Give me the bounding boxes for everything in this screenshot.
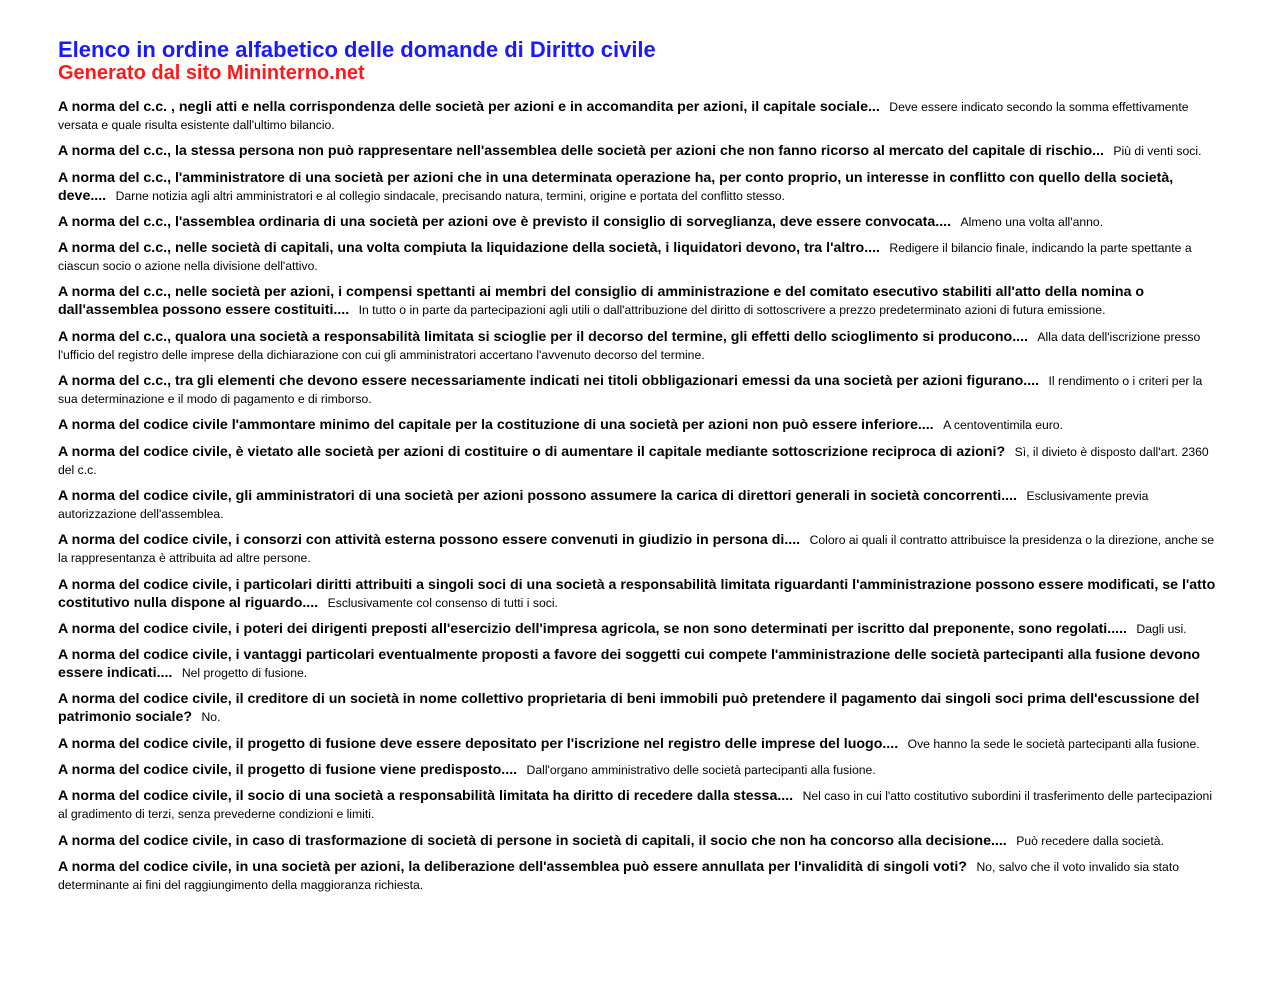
question-text: A norma del c.c., nelle società di capitali, una volta compiuta la liquidazione della società, i liquidatori devono, tra l'altro.... — [58, 240, 880, 257]
page-subtitle: Generato dal sito Mininterno.net — [58, 62, 365, 84]
list-item — [58, 735, 1222, 753]
list-item — [58, 787, 1222, 823]
answer-text: Può recedere dalla società. — [1016, 833, 1164, 848]
question-text: A norma del codice civile l'ammontare minimo del capitale per la costituzione di una società per azioni non può essere inferiore.... — [58, 417, 934, 434]
answer-text: Il rendimento o i criteri per la sua determinazione e il modo di pagamento e di rimborso. — [58, 374, 1203, 407]
list-item — [58, 858, 1222, 894]
question-list — [58, 98, 1222, 894]
answer-text: Esclusivamente previa autorizzazione dell'assemblea. — [58, 488, 1149, 521]
page-title: Elenco in ordine alfabetico delle domande di Diritto civile — [58, 37, 656, 62]
list-item — [58, 213, 1222, 231]
answer-text: A centoventimila euro. — [943, 418, 1063, 433]
answer-text: Nel caso in cui l'atto costitutivo subordini il trasferimento delle partecipazioni al gradimento di terzi, senza prevederne condizioni e limiti. — [58, 789, 1213, 822]
answer-text: Esclusivamente col consenso di tutti i soci. — [327, 595, 558, 610]
question-text: A norma del codice civile, il progetto di fusione viene predisposto.... — [58, 762, 518, 779]
answer-text: Alla data dell'iscrizione presso l'ufficio del registro delle imprese della dichiarazione con cui gli amministratori accertano l'avvenuto decorso del termine. — [58, 329, 1201, 362]
question-text: A norma del codice civile, il socio di una società a responsabilità limitata ha diritto di recedere dalla stessa.... — [58, 788, 794, 805]
list-item — [58, 169, 1222, 205]
answer-text: Deve essere indicato secondo la somma effettivamente versata e quale risulta esistente dall'ultimo bilancio. — [58, 100, 1189, 132]
question-text: A norma del codice civile, i vantaggi particolari eventualmente proposti a favore dei soggetti cui compete l'amministrazione delle società partecipanti alla fusione devono essere indicati.... — [58, 647, 1201, 682]
question-text: A norma del codice civile, è vietato alle società per azioni di costituire o di aumentare il capitale mediante sottoscrizione reciproca di azioni? — [58, 443, 1006, 460]
answer-text: Darne notizia agli altri amministratori e al collegio sindacale, precisando natura, termini, origine e portata del conflitto stesso. — [115, 188, 785, 203]
answer-text: Dall'organo amministrativo delle società partecipanti alla fusione. — [526, 763, 876, 778]
list-item — [58, 761, 1222, 779]
list-item — [58, 416, 1222, 434]
answer-text: Ove hanno la sede le società partecipanti alla fusione. — [907, 736, 1200, 751]
answer-text: Dagli usi. — [1136, 621, 1187, 636]
list-item — [58, 283, 1222, 319]
list-item — [58, 487, 1222, 523]
question-text: A norma del c.c., qualora una società a responsabilità limitata si scioglie per il decorso del termine, gli effetti dello scioglimento si producono.... — [58, 328, 1028, 345]
question-text: A norma del c.c., la stessa persona non può rappresentare nell'assemblea delle società per azioni che non fanno ricorso al mercato del capitale di rischio... — [58, 143, 1104, 160]
list-item — [58, 142, 1222, 160]
list-item — [58, 443, 1222, 479]
list-item — [58, 620, 1222, 638]
question-text: A norma del codice civile, i particolari diritti attribuiti a singoli soci di una società a responsabilità limitata riguardanti l'amministrazione possono essere modificati, se l'atto costitutivo nulla dispone al riguardo.... — [58, 576, 1216, 611]
question-text: A norma del codice civile, in caso di trasformazione di società di persone in società di capitali, il socio che non ha concorso alla decisione.... — [58, 832, 1007, 849]
list-item — [58, 690, 1222, 726]
answer-text: No. — [201, 710, 221, 725]
question-text: A norma del codice civile, in una società per azioni, la deliberazione dell'assemblea può essere annullata per l'invalidità di singoli voti? — [58, 858, 967, 875]
question-text: A norma del codice civile, gli amministratori di una società per azioni possono assumere la carica di direttori generali in società concorrenti.... — [58, 487, 1017, 504]
list-item — [58, 239, 1222, 275]
answer-text: Sì, il divieto è disposto dall'art. 2360 del c.c. — [58, 444, 1209, 477]
question-text: A norma del codice civile, il progetto di fusione deve essere depositato per l'iscrizione nel registro delle imprese del luogo.... — [58, 735, 899, 752]
question-text: A norma del c.c., l'assemblea ordinaria di una società per azioni ove è previsto il consiglio di sorveglianza, deve essere convocata.... — [58, 213, 952, 230]
answer-text: Più di venti soci. — [1113, 144, 1202, 159]
list-item — [58, 646, 1222, 682]
answer-text: Nel progetto di fusione. — [181, 666, 308, 681]
question-text: A norma del c.c., nelle società per azioni, i compensi spettanti ai membri del consiglio di amministrazione e del comitato esecutivo stabiliti all'atto della nomina o dall'assemblea possono essere costituiti.... — [58, 284, 1145, 319]
answer-text: In tutto o in parte da partecipazioni agli utili o dall'attribuzione del diritto di sottoscrivere a prezzo predeterminato azioni di futura emissione. — [358, 303, 1106, 318]
question-text: A norma del codice civile, i consorzi con attività esterna possono essere convenuti in giudizio in persona di.... — [58, 532, 801, 549]
list-item — [58, 372, 1222, 408]
answer-text: Almeno una volta all'anno. — [960, 214, 1104, 229]
list-item — [58, 98, 1222, 134]
question-text: A norma del c.c., tra gli elementi che devono essere necessariamente indicati nei titoli obbligazionari emessi da una società per azioni figurano.... — [58, 373, 1040, 390]
question-text: A norma del codice civile, i poteri dei dirigenti preposti all'esercizio dell'impresa agricola, se non sono determinati per iscritto dal preponente, sono regolati..... — [58, 620, 1127, 637]
list-item — [58, 576, 1222, 612]
question-text: A norma del codice civile, il creditore di un società in nome collettivo proprietaria di beni immobili può pretendere il pagamento dai singoli soci prima dell'escussione del patrimonio sociale? — [58, 691, 1200, 726]
list-item — [58, 328, 1222, 364]
list-item — [58, 531, 1222, 567]
question-text: A norma del c.c., l'amministratore di una società per azioni che in una determinata operazione ha, per conto proprio, un interesse in conflitto con quello della società, deve.... — [58, 169, 1174, 204]
list-item — [58, 832, 1222, 850]
question-text: A norma del c.c. , negli atti e nella corrispondenza delle società per azioni e in accomandita per azioni, il capitale sociale... — [58, 99, 880, 115]
answer-text: No, salvo che il voto invalido sia stato determinante ai fini del raggiungimento della maggioranza richiesta. — [58, 859, 1179, 892]
answer-text: Coloro ai quali il contratto attribuisce la presidenza o la direzione, anche se la rappresentanza è attribuita ad altre persone. — [58, 533, 1215, 566]
answer-text: Redigere il bilancio finale, indicando la parte spettante a ciascun socio o azione nella divisione dell'attivo. — [58, 241, 1192, 274]
